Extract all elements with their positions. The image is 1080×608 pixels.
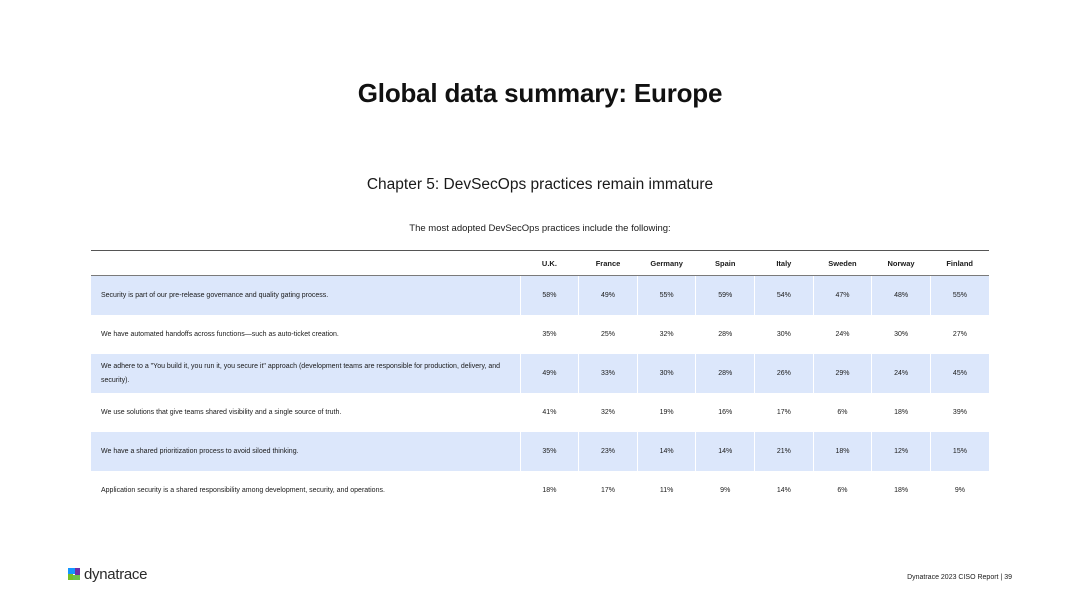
table-cell: 19% [637, 393, 696, 432]
table-cell: 32% [579, 393, 638, 432]
table-cell: 41% [520, 393, 579, 432]
table-row [91, 354, 989, 393]
column-header: Finland [930, 251, 989, 276]
column-header: Spain [696, 251, 755, 276]
dynatrace-logo-icon [66, 566, 82, 582]
table-header [91, 251, 989, 276]
table-cell: 54% [755, 276, 814, 316]
table-cell: 26% [755, 354, 814, 393]
table-cell: 39% [930, 393, 989, 432]
header-row [91, 251, 989, 276]
table-cell: 25% [579, 315, 638, 354]
row-question: Application security is a shared responsibility among development, security, and operations. [101, 486, 385, 494]
column-header: France [579, 251, 638, 276]
table-cell: 58% [520, 276, 579, 316]
table-cell: 27% [930, 315, 989, 354]
table-row [91, 315, 989, 354]
table-cell: 49% [520, 354, 579, 393]
table-cell: 9% [930, 471, 989, 510]
table-cell: 17% [579, 471, 638, 510]
table-cell: 59% [696, 276, 755, 316]
table-cell: 9% [696, 471, 755, 510]
table-cell: 49% [579, 276, 638, 316]
table-cell: 33% [579, 354, 638, 393]
table-cell: 29% [813, 354, 872, 393]
table-row [91, 393, 989, 432]
table-cell: 30% [872, 315, 931, 354]
table-cell: 35% [520, 432, 579, 471]
table-cell: 18% [813, 432, 872, 471]
row-question: We have a shared prioritization process to avoid siloed thinking. [91, 432, 520, 471]
table-cell: 14% [637, 432, 696, 471]
table-cell: 24% [813, 315, 872, 354]
devsecops-table [91, 250, 989, 510]
column-header: U.K. [520, 251, 579, 276]
table-cell: 14% [755, 471, 814, 510]
column-header: Germany [637, 251, 696, 276]
logo-text: dynatrace [84, 565, 148, 583]
table-cell: 18% [872, 471, 931, 510]
table-cell: 35% [520, 315, 579, 354]
table-cell: 16% [696, 393, 755, 432]
table-body [91, 276, 989, 511]
table-cell: 48% [872, 276, 931, 316]
column-header-question [91, 251, 520, 276]
table-cell: 18% [872, 393, 931, 432]
table-row [91, 432, 989, 471]
page-footer: Dynatrace 2023 CISO Report | 39 [907, 574, 1012, 581]
column-header: Norway [872, 251, 931, 276]
row-question: We have automated handoffs across functions—such as auto-ticket creation. [101, 330, 339, 338]
table-cell: 6% [813, 471, 872, 510]
row-question: We adhere to a "You build it, you run it, you secure it" approach (development teams are responsible for production, delivery, and security). [91, 354, 520, 393]
table-intro: The most adopted DevSecOps practices include the following: [409, 223, 671, 234]
table-row [91, 276, 989, 316]
dynatrace-logo [66, 565, 147, 583]
table-cell: 30% [637, 354, 696, 393]
table-cell: 17% [755, 393, 814, 432]
page-title: Global data summary: Europe [357, 78, 723, 108]
column-header: Sweden [813, 251, 872, 276]
row-question: Security is part of our pre-release governance and quality gating process. [91, 276, 520, 316]
table-cell: 32% [637, 315, 696, 354]
table-cell: 15% [930, 432, 989, 471]
table-cell: 55% [930, 276, 989, 316]
row-question: We use solutions that give teams shared visibility and a single source of truth. [101, 408, 342, 416]
table-cell: 30% [755, 315, 814, 354]
table-cell: 18% [520, 471, 579, 510]
table-cell: 47% [813, 276, 872, 316]
table-cell: 11% [637, 471, 696, 510]
chapter-title: Chapter 5: DevSecOps practices remain immature [366, 176, 714, 193]
table-row [91, 471, 989, 510]
table-cell: 28% [696, 354, 755, 393]
column-header: Italy [755, 251, 814, 276]
table-cell: 24% [872, 354, 931, 393]
table-cell: 55% [637, 276, 696, 316]
table-cell: 14% [696, 432, 755, 471]
table-cell: 21% [755, 432, 814, 471]
table-cell: 6% [813, 393, 872, 432]
table-cell: 28% [696, 315, 755, 354]
table-cell: 12% [872, 432, 931, 471]
table-cell: 23% [579, 432, 638, 471]
table-cell: 45% [930, 354, 989, 393]
